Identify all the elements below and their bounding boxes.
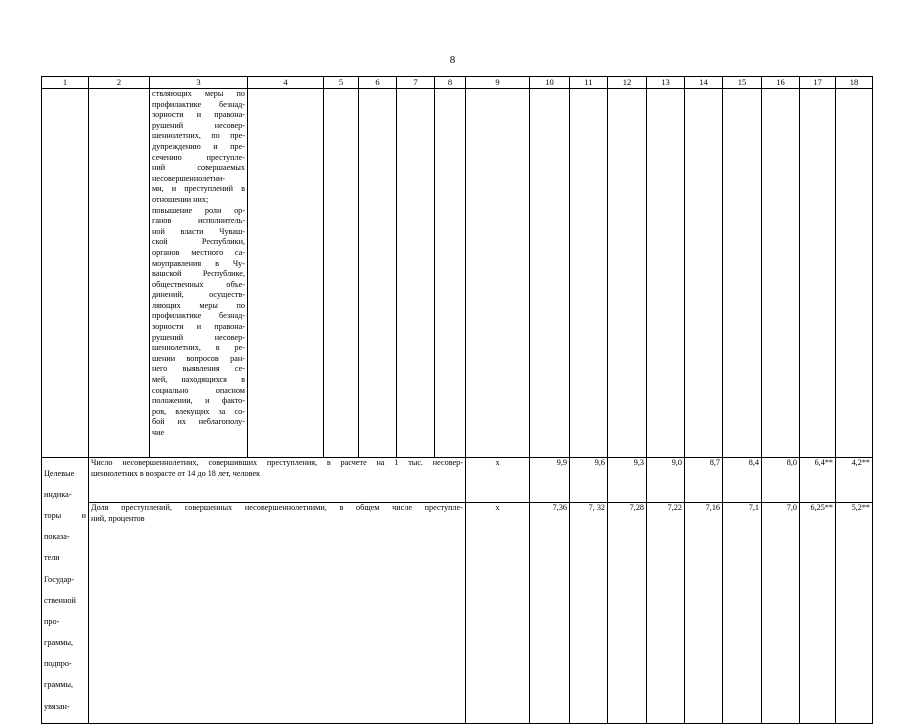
text-line: ствляющих меры по (152, 89, 245, 98)
text-line: тели (44, 553, 60, 563)
cell-empty (359, 89, 397, 458)
column-number: 14 (685, 77, 723, 89)
indicator-value: 8,4 (723, 458, 762, 503)
cell-empty (723, 89, 762, 458)
target-indicator-row (42, 458, 873, 503)
cell-empty (647, 89, 685, 458)
indicator-value: 4,2** (836, 458, 873, 503)
cell-empty (397, 89, 435, 458)
indicator-value: 5,2** (836, 503, 873, 724)
text-line: несовершеннолетни- (152, 173, 225, 183)
indicator-value: 8,0 (762, 458, 800, 503)
text-line: ганов исполнитель- (152, 216, 245, 226)
indicator-value: 6,25** (800, 503, 836, 724)
cell-empty (570, 89, 608, 458)
text-line: зорности и правона- (152, 322, 245, 332)
indicator-value: 7,0 (762, 503, 800, 724)
cell-empty (800, 89, 836, 458)
indicator-value: 7,1 (723, 503, 762, 724)
text-line: индика- (44, 489, 72, 499)
cell-empty (608, 89, 647, 458)
text-line: повышение роли ор- (152, 205, 245, 215)
text-line: показа- (44, 532, 70, 542)
cell-empty (762, 89, 800, 458)
text-line: ской Республики, (152, 237, 245, 247)
indicator-name-cell (89, 503, 466, 724)
text-line: моуправления в Чу- (152, 258, 245, 268)
continuation-row (42, 89, 873, 458)
column-number: 10 (530, 77, 570, 89)
targets-section-label (42, 458, 89, 724)
column-number: 4 (248, 77, 324, 89)
column-number: 9 (466, 77, 530, 89)
indicator-value: 9,9 (530, 458, 570, 503)
cell-empty (42, 89, 89, 458)
indicator-value: 8,7 (685, 458, 723, 503)
text-line: ров, влекущих за со- (152, 406, 245, 416)
indicator-value: 9,3 (608, 458, 647, 503)
text-line: динений, осуществ- (152, 290, 245, 300)
column-number-row (42, 77, 873, 89)
column-number: 5 (324, 77, 359, 89)
text-line: него выявления се- (152, 364, 245, 374)
text-line: Целевые (44, 468, 75, 478)
cell-empty (89, 89, 150, 458)
text-line: Государ- (44, 574, 75, 584)
page-number: 8 (449, 54, 456, 66)
text-line: органов местного са- (152, 247, 245, 257)
text-line: ми, и преступлений в (152, 184, 245, 194)
text-line: ственной (44, 595, 76, 605)
target-indicator-row (42, 503, 873, 724)
indicator-value: 9,0 (647, 458, 685, 503)
cell-empty (435, 89, 466, 458)
column-number: 17 (800, 77, 836, 89)
text-line: дупреждению и пре- (152, 141, 245, 151)
cell-empty (324, 89, 359, 458)
text-line: ной власти Чуваш- (152, 226, 245, 236)
column-number: 18 (836, 77, 873, 89)
text-line: торы и (44, 510, 86, 520)
cell-empty (248, 89, 324, 458)
text-line: чие (152, 428, 165, 437)
column-number: 8 (435, 77, 466, 89)
text-line: положении, и факто- (152, 396, 245, 406)
indicator-value: 7, 32 (570, 503, 608, 724)
text-line: вашской Республике, (152, 269, 245, 279)
column-number: 6 (359, 77, 397, 89)
text-line: Доля преступлений, совершенных несовершеннолетними, в общем числе преступле- (91, 503, 463, 513)
cell-empty (685, 89, 723, 458)
column-number: 16 (762, 77, 800, 89)
text-line: про- (44, 616, 60, 626)
text-line: отношении них; (152, 194, 209, 204)
text-line: профилактике безнад- (152, 311, 245, 321)
text-line: сечению преступле- (152, 152, 245, 162)
indicator-x-cell: х (466, 458, 530, 503)
indicator-x-cell: х (466, 503, 530, 724)
indicator-value: 7,28 (608, 503, 647, 724)
text-line: ний, процентов (91, 513, 145, 523)
column-number: 1 (42, 77, 89, 89)
text-line: ляющих меры по (152, 300, 245, 310)
text-line: рушений несовер- (152, 332, 245, 342)
indicator-value: 7,36 (530, 503, 570, 724)
text-line: социально опасном (152, 385, 245, 395)
indicator-value: 9,6 (570, 458, 608, 503)
text-line: зорности и правона- (152, 110, 245, 120)
cell-empty (466, 89, 530, 458)
program-table (41, 76, 873, 724)
text-line: шении вопросов ран- (152, 353, 245, 363)
column-number: 2 (89, 77, 150, 89)
text-line: граммы, (44, 680, 73, 690)
text-line: увязан- (44, 701, 70, 711)
text-line: ний совершаемых (152, 163, 245, 173)
indicator-value: 7,16 (685, 503, 723, 724)
text-line: подпро- (44, 659, 72, 669)
cell-empty (836, 89, 873, 458)
text-line: шеннолетних, по пре- (152, 131, 245, 141)
text-line: шеннолетних, в ре- (152, 343, 245, 353)
column-number: 13 (647, 77, 685, 89)
text-line: Число несовершеннолетних, совершивших преступления, в расчете на 1 тыс. несовер- (91, 458, 463, 467)
cell-empty (530, 89, 570, 458)
measures-description-cell (150, 89, 248, 458)
indicator-value: 7,22 (647, 503, 685, 724)
text-line: общественных объе- (152, 279, 245, 289)
indicator-value: 6,4** (800, 458, 836, 503)
column-number: 11 (570, 77, 608, 89)
indicator-name-cell (89, 458, 466, 503)
text-line: мей, находящихся в (152, 375, 245, 385)
text-line: бой их неблагополу- (152, 417, 245, 427)
column-number: 3 (150, 77, 248, 89)
column-number: 7 (397, 77, 435, 89)
text-line: профилактике безнад- (152, 99, 245, 109)
column-number: 12 (608, 77, 647, 89)
text-line: шеннолетних в возрасте от 14 до 18 лет, человек (91, 468, 261, 478)
text-line: рушений несовер- (152, 120, 245, 130)
column-number: 15 (723, 77, 762, 89)
text-line: граммы, (44, 638, 73, 648)
